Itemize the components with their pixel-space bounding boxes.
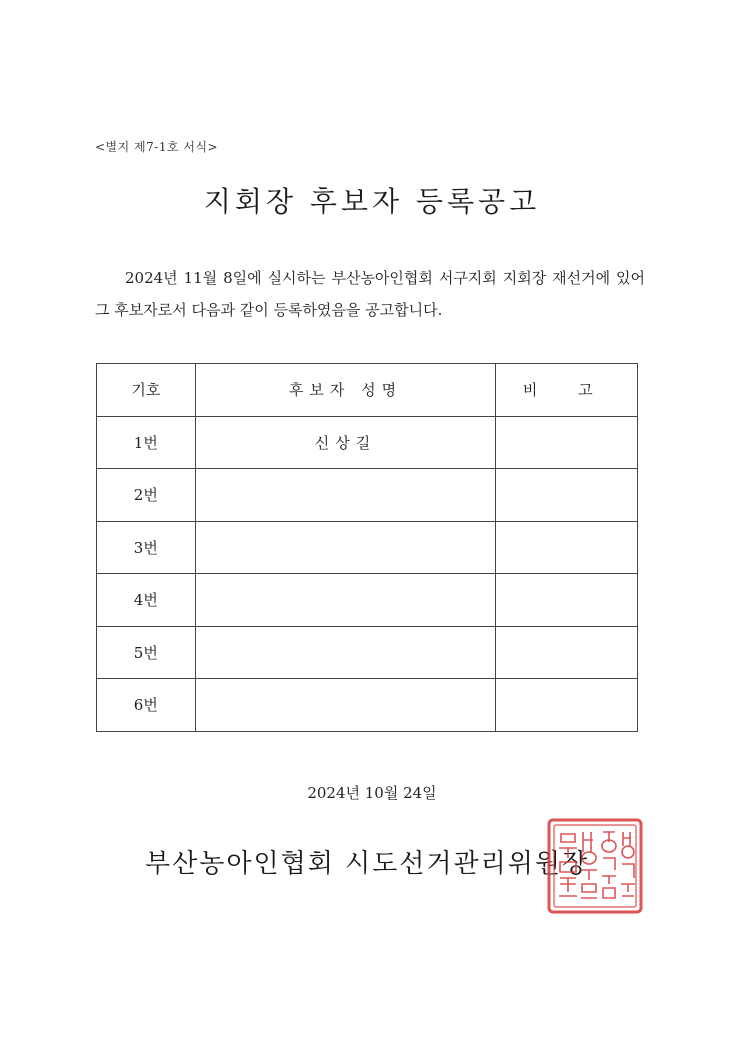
- table-row: [97, 416, 638, 469]
- row-remarks: [496, 679, 638, 732]
- table-row: [97, 521, 638, 574]
- row-remarks: [496, 626, 638, 679]
- table-header-row: [97, 364, 638, 417]
- row-candidate-name: [195, 574, 496, 627]
- row-candidate-name: [195, 469, 496, 522]
- header-number: 기호: [97, 364, 196, 417]
- table-row: [97, 574, 638, 627]
- notice-date: 2024년 10월 24일: [307, 784, 437, 802]
- notice-paragraph: [95, 262, 645, 326]
- row-candidate-name: [195, 626, 496, 679]
- row-candidate-name: 신상길: [195, 416, 496, 469]
- row-number: 5번: [97, 626, 196, 679]
- signer-name: 부산농아인협회 시도선거관리위원장: [145, 849, 590, 879]
- row-candidate-name: [195, 521, 496, 574]
- form-label: <별지 제7-1호 서식>: [95, 140, 219, 154]
- row-number: 6번: [97, 679, 196, 732]
- row-remarks: [496, 469, 638, 522]
- candidate-table: [96, 363, 638, 732]
- notice-text: 2024년 11월 8일에 실시하는 부산농아인협회 서구지회 지회장 재선거에 있어 그 후보자로서 다음과 같이 등록하였음을 공고합니다.: [95, 269, 645, 319]
- row-candidate-name: [195, 679, 496, 732]
- official-seal-icon: [547, 818, 643, 914]
- row-number: 2번: [97, 469, 196, 522]
- row-remarks: [496, 416, 638, 469]
- table-row: [97, 469, 638, 522]
- header-remarks: 비 고: [496, 364, 638, 417]
- row-number: 1번: [97, 416, 196, 469]
- row-number: 3번: [97, 521, 196, 574]
- row-remarks: [496, 521, 638, 574]
- row-remarks: [496, 574, 638, 627]
- table-row: [97, 626, 638, 679]
- table-row: [97, 679, 638, 732]
- page-title: 지회장 후보자 등록공고: [203, 185, 541, 218]
- row-number: 4번: [97, 574, 196, 627]
- header-candidate-name: 후보자 성명: [195, 364, 496, 417]
